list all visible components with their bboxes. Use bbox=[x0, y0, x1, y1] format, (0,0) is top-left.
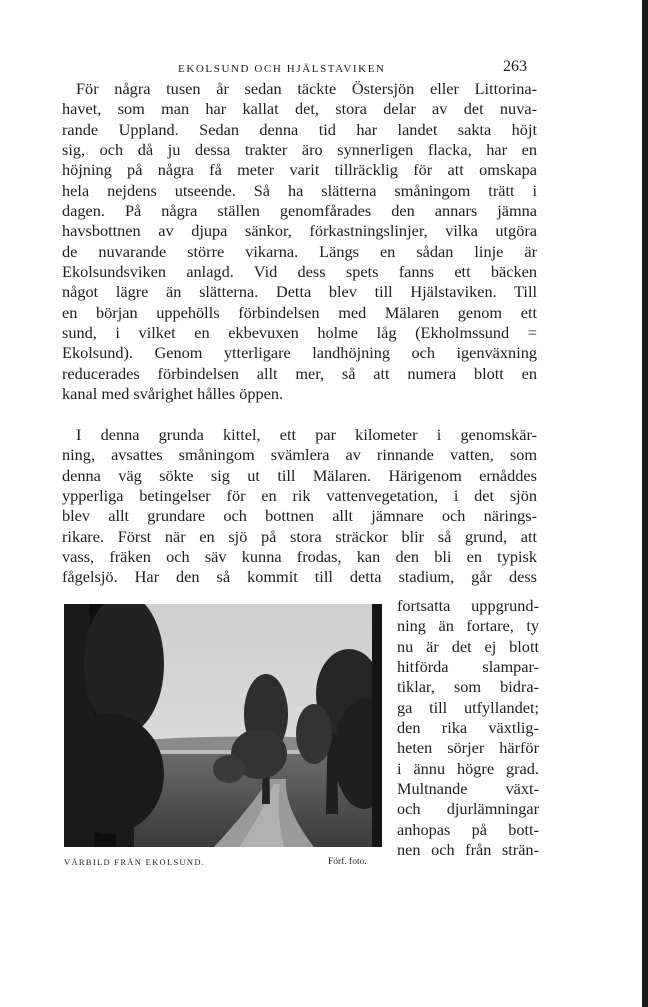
text-line: nen och från strän- bbox=[397, 840, 539, 860]
text-line: tiklar, som bidra- bbox=[397, 677, 539, 697]
text-line: vass, fräken och säv kunna frodas, kan den bli en typisk bbox=[62, 547, 537, 567]
page-number: 263 bbox=[503, 58, 527, 75]
scan-edge-border bbox=[642, 0, 648, 1007]
text-line: I denna grunda kittel, ett par kilometer i genomskär- bbox=[76, 425, 537, 444]
text-line: reducerades förbindelsen allt mer, så att numera blott en bbox=[62, 363, 537, 383]
text-line: ga till utfyllandet; bbox=[397, 697, 539, 717]
text-line: rikare. Först när en sjö på stora sträckor blir så grund, att bbox=[62, 526, 537, 546]
running-title: EKOLSUND OCH HJÄLSTAVIKEN bbox=[178, 63, 386, 75]
text-line: För några tusen år sedan täckte Östersjön eller Littorina- bbox=[76, 79, 537, 98]
text-line: något lägre än slätterna. Detta blev till Hjälstaviken. Till bbox=[62, 282, 537, 302]
text-line: denna väg sökte sig ut till Mälaren. Härigenom ernåddes bbox=[62, 465, 537, 485]
text-line: havet, som man har kallat det, stora delar av det nuva- bbox=[62, 99, 537, 119]
text-line: fågelsjö. Har den så kommit till detta stadium, går dess bbox=[62, 567, 537, 587]
text-line: den rika växtlig- bbox=[397, 718, 539, 738]
text-line: ning än fortare, ty bbox=[397, 616, 539, 636]
text-line: fortsatta uppgrund- bbox=[397, 596, 539, 615]
text-line: blev allt grundare och bottnen allt jämnare och närings- bbox=[62, 506, 537, 526]
text-line: sig, och då ju dessa trakter äro synnerligen flacka, har en bbox=[62, 140, 537, 160]
text-line: de nuvarande större vikarna. Längs en sådan linje är bbox=[62, 241, 537, 261]
text-line: heten sörjer härför bbox=[397, 738, 539, 758]
text-line: hitförda slampar- bbox=[397, 657, 539, 677]
text-line: ning, avsattes småningom svämlera av rinnande vatten, som bbox=[62, 445, 537, 465]
text-line: sund, i vilket en ekbevuxen holme låg (Ekholmssund = bbox=[62, 323, 537, 343]
photo-credit: Förf. foto. bbox=[328, 857, 367, 867]
text-line: nu är det ej blott bbox=[397, 636, 539, 656]
text-line: en början uppehölls förbindelsen med Mälaren genom ett bbox=[62, 302, 537, 322]
paragraph-1 bbox=[62, 79, 537, 405]
text-line: Ekolsundsviken anlagd. Vid dess spets fanns ett bäcken bbox=[62, 262, 537, 282]
text-line: i ännu högre grad. bbox=[397, 758, 539, 778]
photograph bbox=[64, 604, 382, 847]
text-line: hela nejdens utseende. Så ha slätterna småningom trätt i bbox=[62, 180, 537, 200]
text-line: anhopas på bott- bbox=[397, 819, 539, 839]
photo-springtime-landscape bbox=[64, 604, 382, 847]
page-header bbox=[0, 60, 648, 80]
wrapped-text-column bbox=[397, 596, 539, 860]
text-line: ypperliga betingelser för en rik vattenvegetation, i det sjön bbox=[62, 486, 537, 506]
paragraph-2 bbox=[62, 425, 537, 588]
text-line: rande Uppland. Sedan denna tid har landet sakta höjt bbox=[62, 119, 537, 139]
figure-caption: VÅRBILD FRÅN EKOLSUND. bbox=[64, 857, 206, 867]
text-line: dagen. På några ställen genomfårades den annars jämna bbox=[62, 201, 537, 221]
text-line: höjning på några få meter varit tillräcklig för att omskapa bbox=[62, 160, 537, 180]
text-line: havsbottnen av djupa sänkor, förkastningslinjer, vilka utgöra bbox=[62, 221, 537, 241]
text-line: kanal med svårighet hålles öppen. bbox=[62, 384, 284, 404]
text-line: och djurlämningar bbox=[397, 799, 539, 819]
text-line: Ekolsund). Genom ytterligare landhöjning och igenväxning bbox=[62, 343, 537, 363]
text-line: Multnande växt- bbox=[397, 779, 539, 799]
